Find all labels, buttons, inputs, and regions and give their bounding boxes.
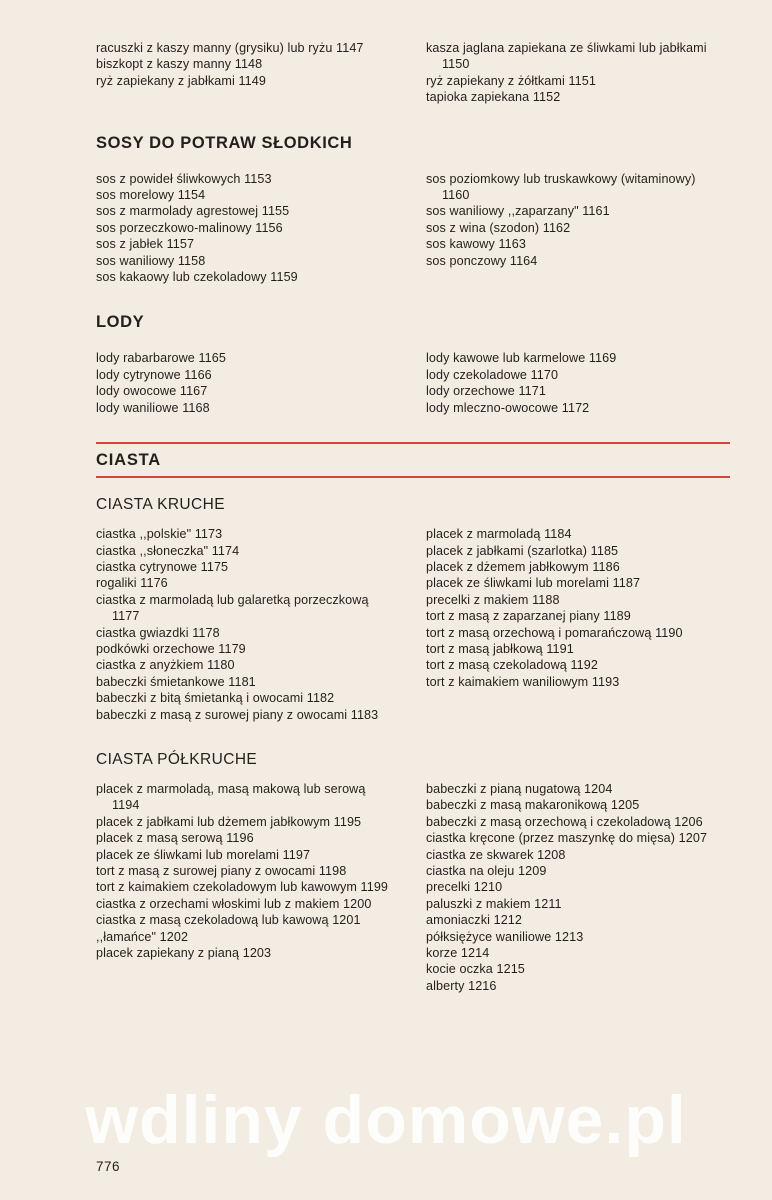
list-item: placek z jabłkami lub dżemem jabłkowym 1195 (96, 814, 362, 829)
list-item: ciastka z anyżkiem 1180 (96, 658, 235, 673)
list-item: babeczki z bitą śmietanką i owocami 1182 (96, 691, 335, 706)
list-item: lody rabarbarowe 1165 (96, 351, 226, 366)
sosy-section (96, 171, 730, 286)
ciasta-polkruche-right-column (426, 781, 730, 994)
list-item: biszkopt z kaszy manny 1148 (96, 57, 263, 72)
list-item: babeczki śmietankowe 1181 (96, 674, 256, 689)
list-item: ciastka ,,słoneczka" 1174 (96, 543, 240, 558)
divider-bottom (96, 476, 730, 478)
list-item: placek z marmoladą, masą makową lub serową 1194 (96, 781, 366, 813)
list-item: tort z masą z surowej piany z owocami 1198 (96, 864, 347, 878)
list-item: tort z kaimakiem czekoladowym lub kawowym 1199 (96, 880, 389, 895)
list-item: placek z masą serową 1196 (96, 831, 254, 846)
list-item: amoniaczki 1212 (426, 913, 523, 928)
watermark: wdliny domowe.pl (85, 1082, 687, 1158)
list-item: sos poziomkowy lub truskawkowy (witaminowy) 1160 (426, 171, 696, 203)
chapter-band-ciasta (96, 442, 730, 478)
list-item: ciastka cytrynowe 1175 (96, 559, 229, 574)
list-item: paluszki z makiem 1211 (426, 896, 562, 911)
sosy-left-column (96, 171, 400, 286)
list-item: lody orzechowe 1171 (426, 384, 546, 399)
list-item: babeczki z masą orzechową i czekoladową 1206 (426, 814, 703, 829)
list-item: ciastka gwiazdki 1178 (96, 625, 220, 640)
list-item: sos z wina (szodon) 1162 (426, 220, 571, 235)
list-item: babeczki z masą z surowej piany z owocami 1183 (96, 707, 379, 722)
list-item: ciastka ze skwarek 1208 (426, 847, 566, 862)
list-item: ciastka z marmoladą lub galaretką porzeczkową 1177 (96, 592, 369, 624)
list-item: babeczki z pianą nugatową 1204 (426, 781, 613, 796)
list-item: placek z dżemem jabłkowym 1186 (426, 559, 620, 574)
list-item: lody kawowe lub karmelowe 1169 (426, 351, 617, 366)
list-item: lody cytrynowe 1166 (96, 367, 212, 382)
subsection-heading-ciasta-polkruche: CIASTA PÓŁKRUCHE (96, 750, 258, 768)
list-item: placek z jabłkami (szarlotka) 1185 (426, 543, 619, 558)
lody-right-column (426, 350, 730, 416)
list-item: sos kawowy 1163 (426, 237, 526, 252)
subsection-heading-ciasta-kruche: CIASTA KRUCHE (96, 496, 225, 514)
list-item: kasza jaglana zapiekana ze śliwkami lub jabłkami 1150 (426, 41, 707, 72)
list-item: korze 1214 (426, 946, 490, 961)
list-item: ryż zapiekany z żółtkami 1151 (426, 73, 596, 88)
list-item: ciastka z masą czekoladową lub kawową 1201 (96, 913, 361, 928)
section-heading-sosy: SOSY DO POTRAW SŁODKICH (96, 133, 353, 152)
list-item: placek zapiekany z pianą 1203 (96, 946, 272, 961)
list-item: ryż zapiekany z jabłkami 1149 (96, 73, 266, 88)
list-item: ciastka kręcone (przez maszynkę do mięsa) 1207 (426, 831, 708, 846)
list-item: sos waniliowy 1158 (96, 253, 206, 268)
ciasta-polkruche-left-column (96, 781, 400, 994)
chapter-title: CIASTA (96, 451, 161, 470)
page-number: 776 (96, 1159, 121, 1174)
lody-left-column (96, 350, 400, 416)
list-item: ciastka na oleju 1209 (426, 864, 547, 878)
list-item: tapioka zapiekana 1152 (426, 90, 561, 105)
list-item: babeczki z masą makaronikową 1205 (426, 798, 640, 813)
list-item: tort z masą czekoladową 1192 (426, 658, 598, 673)
list-item: precelki 1210 (426, 880, 503, 895)
ciasta-kruche-section (96, 526, 730, 723)
list-item: placek z marmoladą 1184 (426, 527, 572, 542)
list-item: kocie oczka 1215 (426, 962, 525, 977)
list-item: ciastka z orzechami włoskimi lub z makiem 1200 (96, 896, 372, 911)
top-section-left-column (96, 40, 400, 106)
list-item: tort z kaimakiem waniliowym 1193 (426, 674, 620, 689)
list-item: półksiężyce waniliowe 1213 (426, 929, 584, 944)
list-item: tort z masą z zaparzanej piany 1189 (426, 609, 631, 624)
list-item: lody czekoladowe 1170 (426, 367, 559, 382)
list-item: racuszki z kaszy manny (grysiku) lub ryżu 1147 (96, 41, 364, 55)
list-item: sos z jabłek 1157 (96, 237, 195, 252)
sosy-right-column (426, 171, 730, 286)
list-item: ciastka ,,polskie" 1173 (96, 527, 223, 542)
top-section (96, 40, 730, 106)
section-heading-lody: LODY (96, 313, 145, 332)
list-item: sos morelowy 1154 (96, 188, 206, 203)
list-item: tort z masą orzechową i pomarańczową 1190 (426, 625, 683, 640)
ciasta-kruche-left-column (96, 526, 400, 723)
lody-section (96, 350, 730, 416)
list-item: sos porzeczkowo-malinowy 1156 (96, 220, 283, 235)
list-item: placek ze śliwkami lub morelami 1187 (426, 576, 641, 591)
list-item: lody owocowe 1167 (96, 384, 208, 399)
top-section-right-column (426, 40, 730, 106)
list-item: lody mleczno-owocowe 1172 (426, 400, 590, 415)
ciasta-kruche-right-column (426, 526, 730, 723)
list-item: lody waniliowe 1168 (96, 400, 210, 415)
list-item: tort z masą jabłkową 1191 (426, 641, 574, 656)
list-item: sos ponczowy 1164 (426, 253, 538, 268)
list-item: precelki z makiem 1188 (426, 592, 560, 607)
list-item: podkówki orzechowe 1179 (96, 641, 246, 656)
list-item: sos z powideł śliwkowych 1153 (96, 171, 272, 186)
list-item: sos kakaowy lub czekoladowy 1159 (96, 270, 298, 285)
list-item: ,,łamańce" 1202 (96, 929, 189, 944)
list-item: alberty 1216 (426, 978, 497, 993)
list-item: sos z marmolady agrestowej 1155 (96, 204, 290, 219)
list-item: sos waniliowy ,,zaparzany" 1161 (426, 204, 610, 219)
ciasta-polkruche-section (96, 781, 730, 994)
list-item: rogaliki 1176 (96, 576, 168, 591)
list-item: placek ze śliwkami lub morelami 1197 (96, 847, 311, 862)
